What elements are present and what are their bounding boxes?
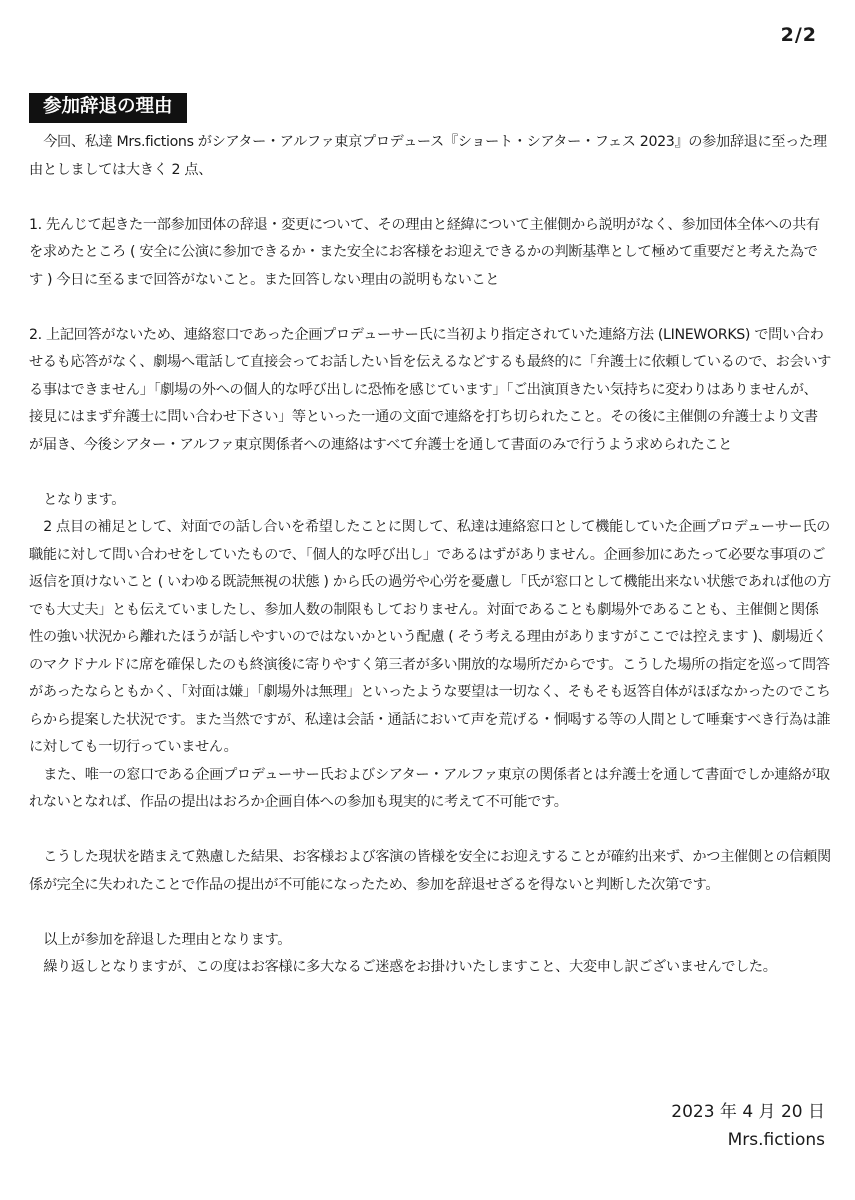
apology-paragraph: 繰り返しとなりますが、この度はお客様に多大なるご迷惑をお掛けいたしますこと、大変申し訳ございませんでした。 xyxy=(43,959,777,975)
decision-paragraph: こうした現状を踏まえて熟慮した結果、お客様および客演の皆様を安全にお迎えすることが確約出来ず、かつ主催側との信頼関係が完全に失われたことで作品の提出が不可能になったため、参加を辞退せざるを得ないと判断した次第です。 xyxy=(29,849,831,893)
document-body xyxy=(29,129,831,982)
reason-one-paragraph: 1. 先んじて起きた一部参加団体の辞退・変更について、その理由と経緯について主催側から説明がなく、参加団体全体への共有を求めたところ ( 安全に公演に参加できるか・また安全にお客様をお迎えできるかの判断基準として極めて重要だと考えた為です ) 今日に至るまで回答がないこと。また回答しない理由の説明もないこと xyxy=(29,216,820,288)
page-number: 2/2 xyxy=(780,24,817,46)
section-title: 参加辞退の理由 xyxy=(29,93,187,123)
reason-two-paragraph: 2. 上記回答がないため、連絡窓口であった企画プロデューサー氏に当初より指定されていた連絡方法 (LINEWORKS) で問い合わせるも応答がなく、劇場へ電話して直接会ってお話したい旨を伝えるなどするも最終的に「弁護士に依頼しているので、お会いする事はできません」「劇場の外への個人的な呼び出しに恐怖を感じています」「ご出演頂きたい気持ちに変わりはありませんが、接見にはまず弁護士に問い合わせ下さい」等といった一通の文面で連絡を打ち切られたこと。その後に主催側の弁護士より文書が届き、今後シアター・アルファ東京関係者への連絡はすべて弁護士を通して書面のみで行うよう求められたこと xyxy=(29,326,832,453)
supplement-paragraph: 2 点目の補足として、対面での話し合いを希望したことに関して、私達は連絡窓口として機能していた企画プロデューサー氏の職能に対して問い合わせをしていたもので、「個人的な呼び出し」であるはずがありません。企画参加にあたって必要な事項のご返信を頂けないこと ( いわゆる既読無視の状態 ) から氏の過労や心労を憂慮し「氏が窓口として機能出来ない状態であれば他の方でも大丈夫」とも伝えていましたし、参加人数の制限もしておりません。対面であることも劇場外であることも、主催側と関係性の強い状況から離れたほうが話しやすいのではないかという配慮 ( そう考える理由がありますがここでは控えます )、劇場近くのマクドナルドに席を確保したのも終演後に寄りやすく第三者が多い開放的な場所だからです。こうした場所の指定を巡って問答があったならともかく、「対面は嫌」「劇場外は無理」といったような要望は一切なく、そもそも返答自体がほぼなかったのでこちらから提案した状況です。また当然ですが、私達は会話・通話において声を荒げる・恫喝する等の人間として唾棄すべき行為は誰に対しても一切行っていません。 xyxy=(29,519,831,755)
contact-paragraph: また、唯一の窓口である企画プロデューサー氏およびシアター・アルファ東京の関係者とは弁護士を通して書面でしか連絡が取れないとなれば、作品の提出はおろか企画自体への参加も現実的に考えて不可能です。 xyxy=(29,766,830,810)
signature: Mrs.fictions xyxy=(727,1130,825,1150)
intro-paragraph: 今回、私達 Mrs.fictions がシアター・アルファ東京プロデュース『ショート・シアター・フェス 2023』の参加辞退に至った理由としましては大きく 2 点、 xyxy=(29,134,827,178)
conclusion-line: となります。 xyxy=(43,491,126,508)
signature-block xyxy=(671,1098,825,1154)
date: 2023 年 4 月 20 日 xyxy=(671,1102,825,1122)
summary-line: 以上が参加を辞退した理由となります。 xyxy=(43,931,292,948)
